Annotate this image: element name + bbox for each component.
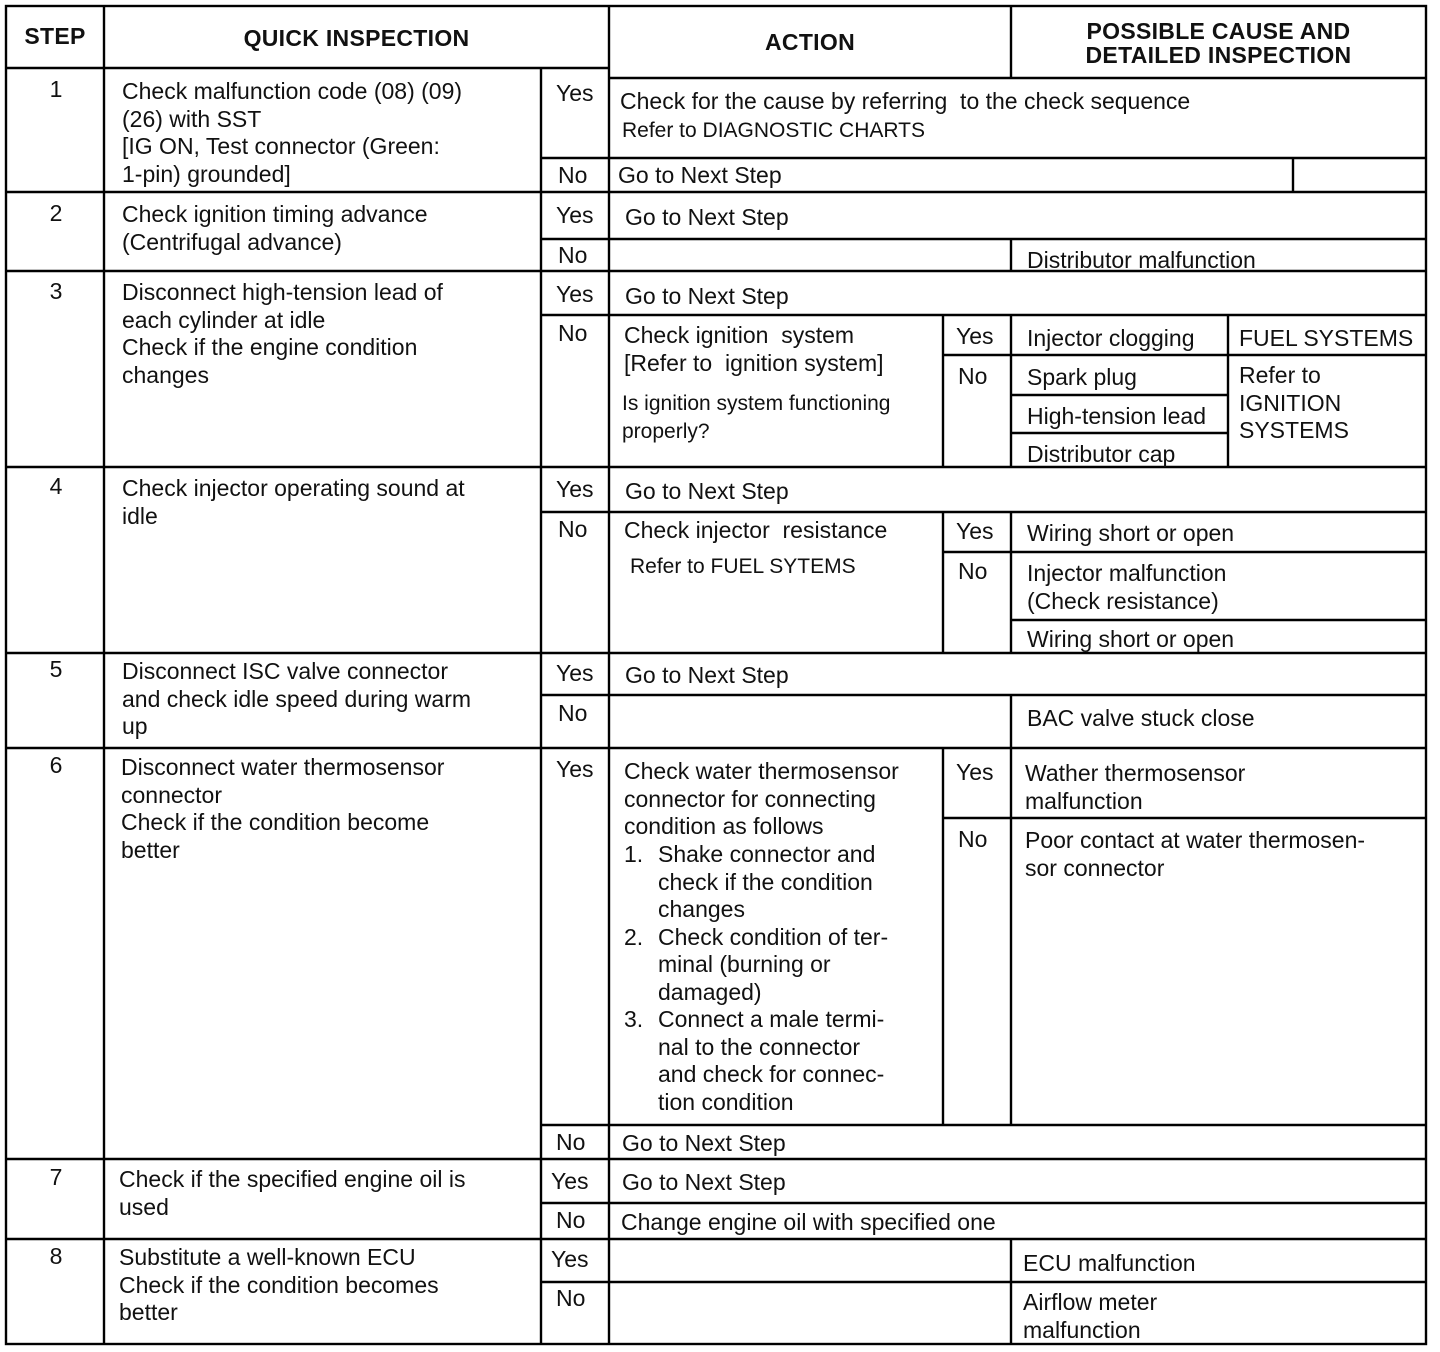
yes-label: Yes [551,1246,589,1272]
action-text: Go to Next Step [618,162,782,188]
reference-text: FUEL SYSTEMS [1239,325,1414,351]
yes-label: Yes [556,202,594,228]
action-question: Is ignition system functioning properly? [622,392,891,443]
action-text: Change engine oil with specified one [621,1209,996,1235]
sub-yes-label: Yes [956,759,994,785]
action-reference: Refer to FUEL SYTEMS [630,555,856,578]
step-number: 4 [49,473,63,499]
no-label: No [558,162,588,188]
list-text: Connect a male termi- nal to the connector and check for connec- tion condition [658,1006,885,1115]
list-number: 3. [624,1006,644,1032]
step-number: 8 [49,1243,63,1269]
no-label: No [558,320,588,346]
inspection-text: Disconnect water thermosensor connector Check if the condition become better [121,754,445,863]
action-text: Go to Next Step [625,204,789,230]
cause-text: ECU malfunction [1023,1250,1196,1276]
cause-text: Distributor malfunction [1027,247,1256,273]
no-label: No [558,700,588,726]
sub-yes-label: Yes [956,518,994,544]
no-label: No [556,1129,586,1155]
yes-label: Yes [556,80,594,106]
cause-text: Airflow meter malfunction [1023,1289,1158,1343]
step-number: 1 [49,76,63,102]
sub-no-label: No [958,826,988,852]
no-label: No [558,516,588,542]
action-text: Check water thermosensor connector for connecting condition as follows [624,758,899,839]
action-text: Go to Next Step [625,662,789,688]
yes-label: Yes [556,660,594,686]
inspection-text: Check if the specified engine oil is used [119,1166,466,1220]
cause-text: Injector clogging [1027,325,1195,351]
sub-yes-label: Yes [956,323,994,349]
yes-label: Yes [551,1168,589,1194]
cause-text: Injector malfunction (Check resistance) [1027,560,1227,614]
cause-text: Wiring short or open [1027,626,1235,652]
step-number: 6 [49,752,63,778]
sub-no-label: No [958,363,988,389]
cause-text: Poor contact at water thermosen- sor connector [1025,827,1366,881]
action-reference: Refer to DIAGNOSTIC CHARTS [622,119,926,142]
step-number: 3 [49,278,63,304]
step-number: 7 [49,1164,63,1190]
action-text: Go to Next Step [622,1169,786,1195]
list-item [624,1006,888,1116]
action-text: Go to Next Step [625,478,789,504]
check-list [624,841,888,1116]
cause-text: Spark plug [1027,364,1137,390]
no-label: No [556,1285,586,1311]
action-text: Check for the cause by referring to the check sequence [620,88,1191,114]
step-number: 2 [49,200,63,226]
cause-text: Wiring short or open [1027,520,1235,546]
inspection-text: Check malfunction code (08) (09) (26) with SST [IG ON, Test connector (Green: 1-pin) grounded] [122,78,463,187]
list-number: 1. [624,841,644,867]
list-number: 2. [624,923,644,950]
inspection-text: Check ignition timing advance (Centrifugal advance) [122,201,428,255]
reference-text: Refer to IGNITION SYSTEMS [1239,362,1349,443]
inspection-text: Disconnect high-tension lead of each cylinder at idle Check if the engine condition changes [122,279,443,388]
cause-text: High-tension lead [1027,403,1207,429]
action-text: Go to Next Step [622,1130,786,1156]
sub-no-label: No [958,558,988,584]
inspection-text: Substitute a well-known ECU Check if the condition becomes better [119,1244,439,1325]
cause-text: BAC valve stuck close [1027,705,1255,731]
no-label: No [558,242,588,268]
inspection-text: Disconnect ISC valve connector and check idle speed during warm up [122,658,472,739]
list-text: Shake connector and check if the condition changes [658,841,876,922]
action-text: Go to Next Step [625,283,789,309]
no-label: No [556,1207,586,1233]
action-text: Check ignition system [Refer to ignition system] [624,322,884,376]
header-step: STEP [24,23,86,49]
yes-label: Yes [556,476,594,502]
cause-text: Wather thermosensor malfunction [1025,760,1246,814]
header-cause: POSSIBLE CAUSE AND DETAILED INSPECTION [1085,18,1352,68]
header-action: ACTION [765,29,855,55]
list-item [624,924,888,1007]
cause-text: Distributor cap [1027,441,1176,467]
inspection-text: Check injector operating sound at idle [122,475,465,529]
yes-label: Yes [556,756,594,782]
action-text: Check injector resistance [624,517,888,543]
header-quick-inspection: QUICK INSPECTION [243,25,470,51]
list-text: Check condition of ter- minal (burning or damaged) [658,923,889,1005]
list-item [624,841,888,924]
step-number: 5 [49,656,63,682]
yes-label: Yes [556,281,594,307]
